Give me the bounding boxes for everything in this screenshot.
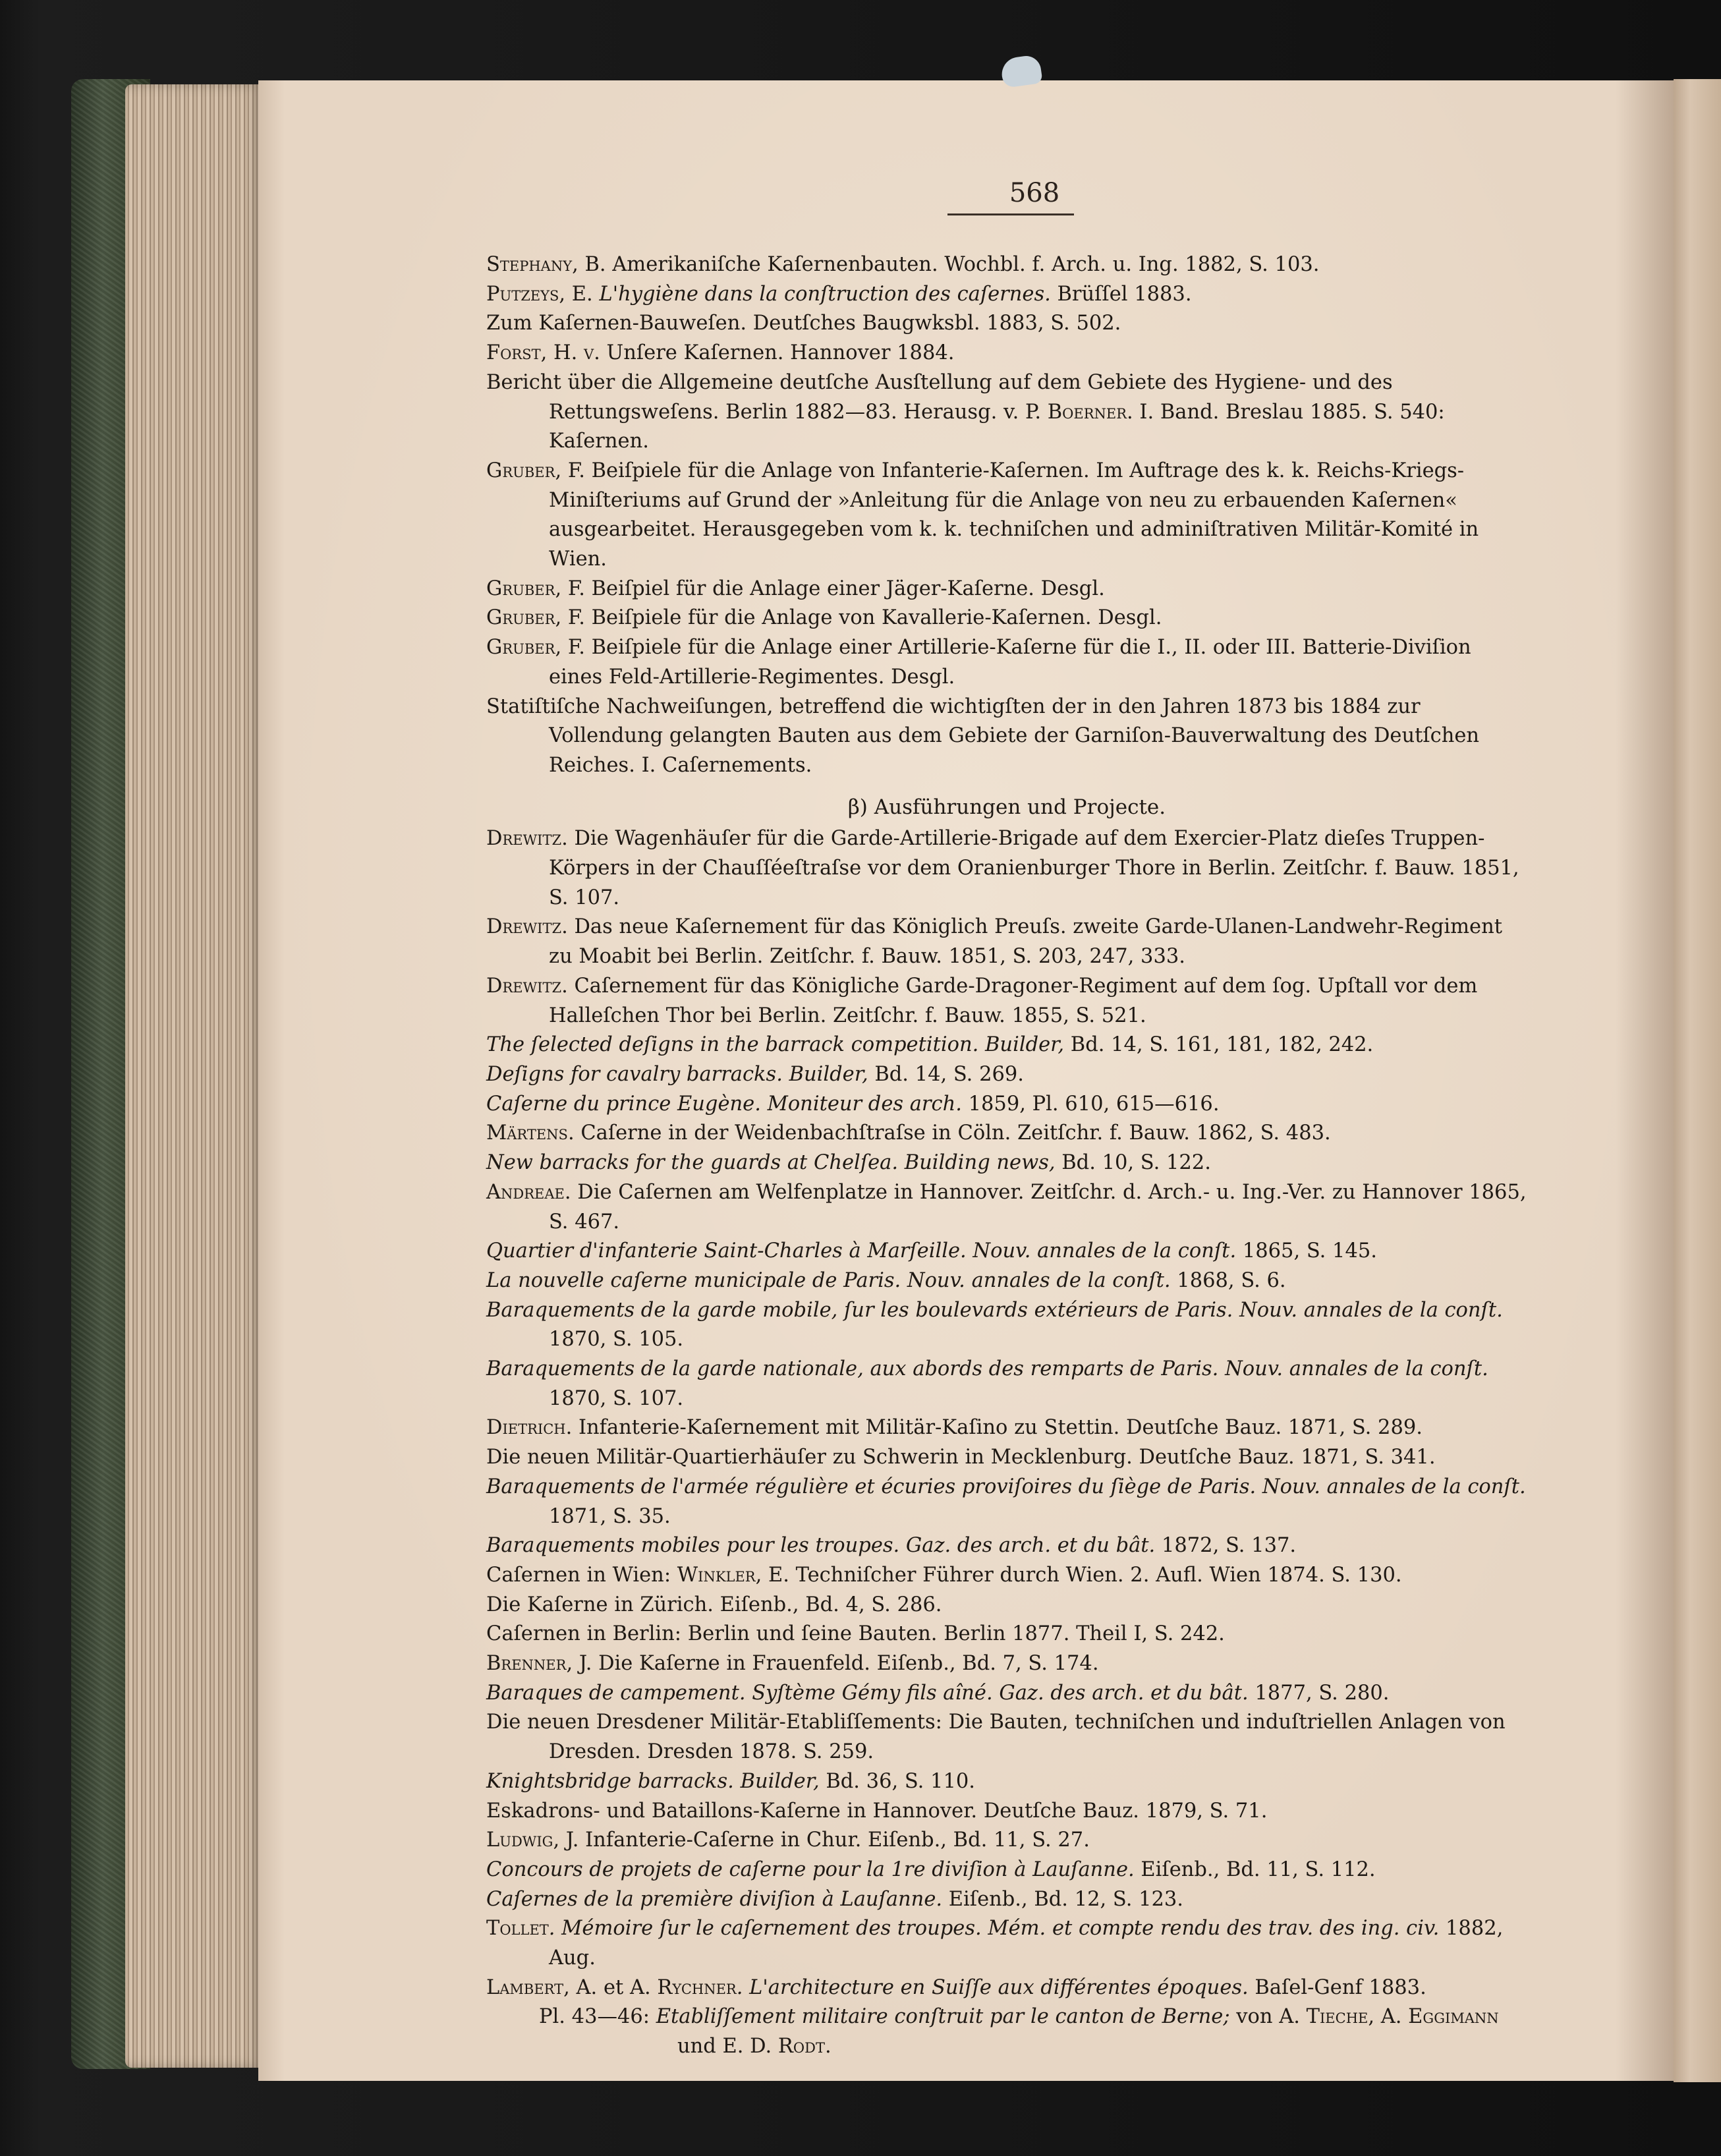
entry-text: . Das neue Kaſernement für das Königlich Preuſs. zweite Garde-Ulanen-Landwehr-Regiment zu Moabit bei Berlin. Zeitſchr. f. Bauw. 1851, S. 203, 247, 333. [549,915,1502,969]
entry-title: L'hygiène dans la conſtruction des caſernes. [592,282,1051,306]
entry-text: , F. Beiſpiel für die Anlage einer Jäger-Kaſerne. Desgl. [555,577,1105,600]
entry-text: . Die Wagenhäuſer für die Garde-Artillerie-Brigade auf dem Exercier-Platz dieſes Truppen-Körpers in der Chauſſéeſtraſse vor dem Oranienburger Thore in Berlin. Zeitſchr. f. Bauw. 1851, S. 107. [549,827,1519,909]
bib-entry [486,1914,1527,1973]
bib-entry [486,280,1527,310]
author: Boerner [1047,400,1127,424]
entry-text: 1872, S. 137. [1155,1534,1297,1558]
entry-text: von A. [1229,2005,1307,2029]
page-number: 568 [1009,178,1060,208]
entry-text: . [824,2035,832,2058]
bib-entry [486,1591,1527,1620]
bib-entry [486,1090,1527,1120]
entry-text: 1870, S. 107. [549,1386,684,1410]
bib-entry [486,1708,1527,1767]
author: Stephany, B. [486,253,606,276]
entry-text: Caſernen in Wien: [486,1563,677,1587]
entry-text: , F. Beiſpiele für die Anlage von Infanterie-Kaſernen. Im Auftrage des k. k. Reichs-Kriegs-Miniſteriums auf Grund der »Anleitung für die Anlage von neu zu erbauenden Kaſernen« ausgearbeitet. Herausgegeben vom k. k. techniſchen und adminiſtrativen Militär-Komité in Wien. [549,459,1479,571]
entry-text: Eiſenb., Bd. 12, S. 123. [942,1887,1184,1911]
author: Gruber [486,577,555,600]
author: Andreae [486,1180,565,1204]
entry-text: Die neuen Militär-Quartierhäuſer zu Schwerin in Mecklenburg. Deutſche Bauz. 1871, S. 341. [486,1446,1436,1469]
entry-text: . Caſernement für das Königliche Garde-Dragoner-Regiment auf dem ſog. Upſtall vor dem Halleſchen Thor bei Berlin. Zeitſchr. f. Bauw. 1855, S. 521. [549,974,1478,1027]
author: Eggimann [1408,2005,1499,2029]
entry-text: Bd. 36, S. 110. [819,1769,975,1793]
entry-text: Caſernen in Berlin: Berlin und ſeine Bauten. Berlin 1877. Theil I, S. 242. [486,1622,1225,1646]
entry-title: Baraquements mobiles pour les troupes. Gaz. des arch. et du bât. [486,1534,1156,1558]
page-number-rule [947,213,1074,215]
bib-entry [486,250,1527,280]
entry-text: , F. Beiſpiele für die Anlage einer Artillerie-Kaſerne für die I., II. oder III. Batterie-Diviſion eines Feld-Artillerie-Regimentes. Desgl. [549,636,1471,689]
entry-text: , J. Infanterie-Caſerne in Chur. Eiſenb., Bd. 11, S. 27. [553,1829,1090,1852]
bib-entry [486,1531,1527,1561]
entry-title: . Mémoire ſur le caſernement des troupes. Mém. et compte rendu des trav. des ing. civ. [548,1917,1440,1941]
bib-entry [486,1060,1527,1090]
author: Dietrich [486,1416,566,1440]
entry-text: , A. [1368,2005,1409,2029]
author: Lambert [486,1975,564,1999]
author: Tollet [486,1917,549,1941]
entry-text: Zum Kaſernen-Bauweſen. Deutſches Baugwksbl. 1883, S. 502. [486,312,1121,335]
bib-entry [486,1031,1527,1060]
author: Drewitz [486,974,562,998]
author: Forst, H. v. [486,341,600,365]
bib-entry [486,1473,1527,1531]
bib-entry [486,1355,1527,1413]
bibliography [486,250,1527,2062]
bib-entry [486,972,1527,1031]
entry-text: 1865, S. 145. [1236,1239,1377,1263]
entry-title: Baraques de campement. Syſtème Gémy fils aîné. Gaz. des arch. et du bât. [486,1681,1249,1705]
bib-entry [486,824,1527,913]
entry-text: Amerikaniſche Kaſernenbauten. Wochbl. f. Arch. u. Ing. 1882, S. 103. [606,253,1320,276]
author: Drewitz [486,915,562,939]
entry-text: Baſel-Genf 1883. [1248,1975,1426,1999]
author: Rodt [777,2035,825,2058]
author: Rychner [657,1975,737,1999]
author: Drewitz [486,827,562,851]
author: Tieche [1306,2005,1368,2029]
bib-entry [486,1266,1527,1296]
author: Gruber [486,636,555,660]
entry-text: Eiſenb., Bd. 11, S. 112. [1134,1858,1376,1881]
bib-entry [486,1149,1527,1178]
entry-title: Knightsbridge barracks. Builder, [486,1769,820,1793]
author: Brenner [486,1652,567,1676]
entry-title: Baraquements de la garde nationale, aux abords des remparts de Paris. Nouv. annales de la conſt. [486,1357,1488,1381]
facing-page-edge [1674,79,1721,2082]
bib-entry [486,1856,1527,1885]
author: Märtens [486,1121,568,1145]
entry-text: Pl. 43—46: [539,2005,656,2029]
bib-entry [486,604,1527,633]
bib-entry [486,1973,1527,2003]
entry-text: 1868, S. 6. [1170,1268,1286,1292]
entry-text: , E. Techniſcher Führer durch Wien. 2. Aufl. Wien 1874. S. 130. [755,1563,1402,1587]
entry-text: Eskadrons- und Bataillons-Kaſerne in Hannover. Deutſche Bauz. 1879, S. 71. [486,1799,1268,1823]
author: Gruber [486,459,555,482]
entry-text: , A. et A. [563,1975,658,1999]
entry-title: Baraquements de l'armée régulière et écuries proviſoires du ſiège de Paris. Nouv. annales de la conſt. [486,1475,1526,1498]
entry-text: Bericht über die Allgemeine deutſche Ausſtellung auf dem Gebiete des Hygiene- und des Rettungsweſens. Berlin 1882—83. Herausg. v. P. [486,370,1393,424]
bib-entry [486,1561,1527,1591]
bib-entry [486,1797,1527,1827]
entry-text: 1882, Aug. [549,1917,1504,1970]
entry-text: Statiſtiſche Nachweiſungen, betreffend die wichtigſten der in den Jahren 1873 bis 1884 zur Vollendung gelangten Bauten aus dem Gebiete der Garniſon-Bauverwaltung des Deutſchen Reiches. I. Caſernements. [486,695,1480,777]
bib-entry [486,1119,1527,1149]
bib-entry [486,1443,1527,1473]
bib-entry [486,339,1527,368]
entry-title: The ſelected deſigns in the barrack competition. Builder, [486,1033,1065,1057]
entry-text: . Caſerne in der Weidenbachſtraſse in Cöln. Zeitſchr. f. Bauw. 1862, S. 483. [567,1121,1331,1145]
entry-title: Deſigns for cavalry barracks. Builder, [486,1062,868,1086]
entry-text: Bd. 10, S. 122. [1055,1151,1211,1175]
entry-title: Baraquements de la garde mobile, ſur les boulevards extérieurs de Paris. Nouv. annales de la conſt. [486,1298,1503,1322]
bib-entry [486,1237,1527,1266]
bib-entry [486,1885,1527,1915]
bib-entry [486,575,1527,604]
bib-entry [486,1413,1527,1443]
entry-title: . L'architecture en Suiſſe aux différentes époques. [736,1975,1249,1999]
bib-entry [486,1296,1527,1355]
entry-text: Die neuen Dresdener Militär-Etabliſſements: Die Bauten, techniſchen und induſtriellen Anlagen von Dresden. Dresden 1878. S. 259. [486,1711,1506,1764]
entry-title: Quartier d'infanterie Saint-Charles à Marſeille. Nouv. annales de la conſt. [486,1239,1237,1263]
bib-entry [486,913,1527,971]
bib-entry [486,1620,1527,1649]
entry-text: Bd. 14, S. 269. [868,1062,1024,1086]
bib-entry [486,1826,1527,1856]
entry-title: Caſerne du prince Eugène. Moniteur des arch. [486,1092,962,1116]
bib-entry [486,1178,1527,1237]
bib-entry [486,368,1527,457]
entry-text: Die Kaſerne in Zürich. Eiſenb., Bd. 4, S. 286. [486,1593,942,1616]
bookmark-ribbon [1000,54,1043,88]
bib-entry [486,457,1527,575]
bib-entry [486,309,1527,339]
entry-text: 1877, S. 280. [1248,1681,1390,1705]
entry-text: 1859, Pl. 610, 615—616. [961,1092,1220,1116]
entry-text: , F. Beiſpiele für die Anlage von Kavallerie-Kaſernen. Desgl. [555,606,1162,630]
author: Gruber [486,606,555,630]
entry-text: , J. Die Kaſerne in Frauenfeld. Eiſenb., Bd. 7, S. 174. [566,1652,1099,1676]
bib-entry [486,1649,1527,1679]
author: Winkler [677,1563,756,1587]
entry-text: Brüſſel 1883. [1050,282,1192,306]
entry-text: und E. D. [677,2035,778,2058]
author: Ludwig [486,1829,553,1852]
bib-entry [486,633,1527,692]
page-edges [125,84,264,2068]
section-heading: β) Ausführungen und Projecte. [847,795,1166,819]
entry-text: 1870, S. 105. [549,1328,684,1351]
entry-text: . I. Band. Breslau 1885. S. 540: Kaſernen. [549,400,1445,453]
entry-title: La nouvelle caſerne municipale de Paris. Nouv. annales de la conſt. [486,1268,1171,1292]
entry-title: Etabliſſement militaire conſtruit par le canton de Berne; [656,2005,1230,2029]
entry-text: Bd. 14, S. 161, 181, 182, 242. [1064,1033,1374,1057]
entry-title: Concours de projets de caſerne pour la 1re diviſion à Lauſanne. [486,1858,1135,1881]
entry-text: . Die Caſernen am Welfenplatze in Hannover. Zeitſchr. d. Arch.- u. Ing.-Ver. zu Hannover 1865, S. 467. [549,1180,1527,1234]
author: Putzeys, E. [486,282,593,306]
entry-title: Caſernes de la première diviſion à Lauſanne. [486,1887,943,1911]
bib-entry [486,1679,1527,1709]
bib-entry [486,1767,1527,1797]
entry-title: New barracks for the guards at Chelſea. Building news, [486,1151,1056,1175]
bib-entry [486,2002,1527,2061]
bib-entry [486,693,1527,781]
entry-text: Unſere Kaſernen. Hannover 1884. [600,341,955,365]
entry-text: . Infanterie-Kaſernement mit Militär-Kaſino zu Stettin. Deutſche Bauz. 1871, S. 289. [565,1416,1423,1440]
entry-text: 1871, S. 35. [549,1504,671,1528]
